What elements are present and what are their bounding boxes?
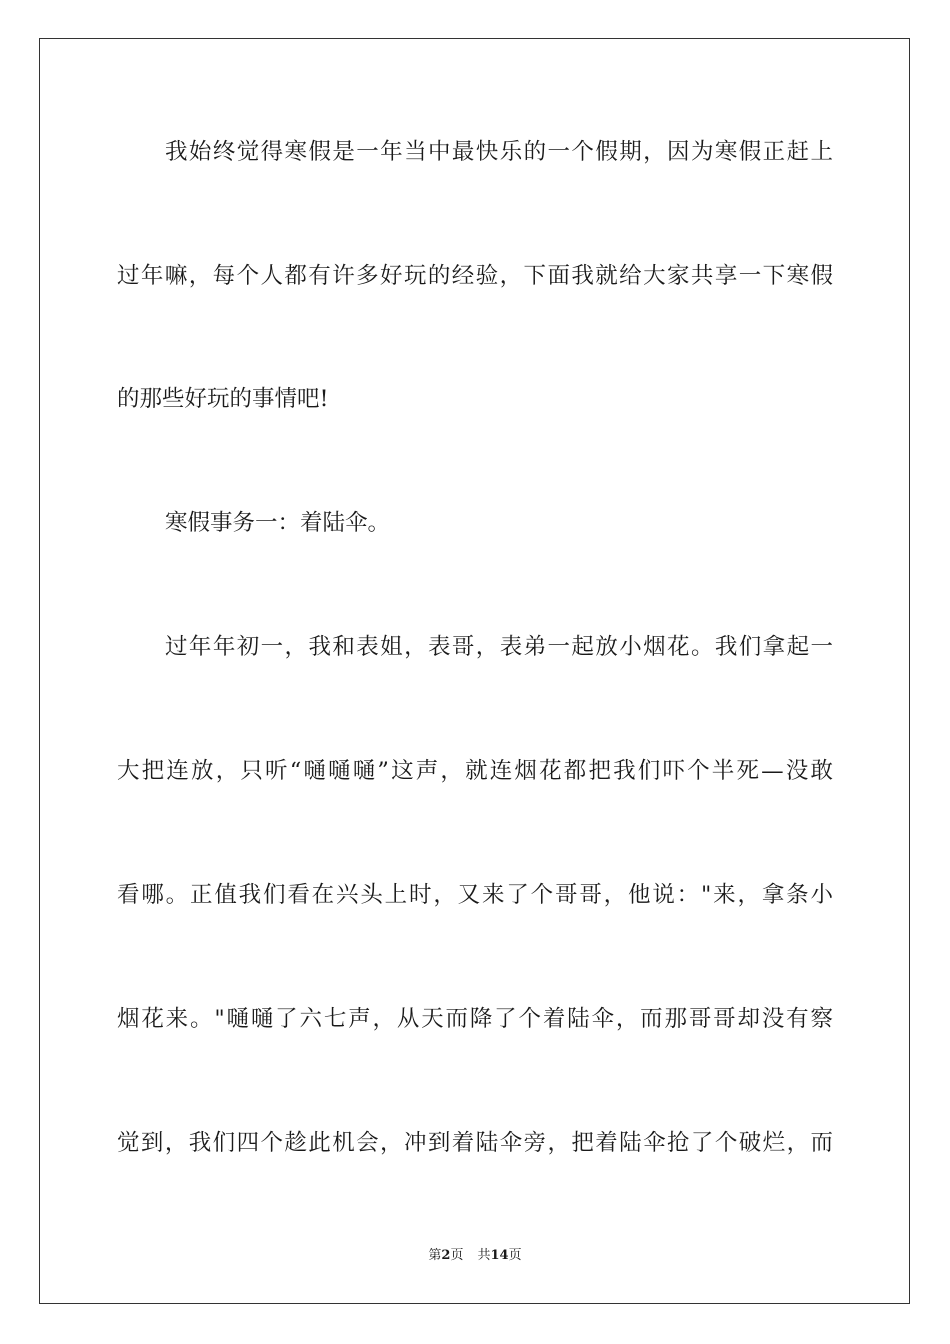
total-prefix: 共	[477, 1248, 491, 1263]
paragraph-3-line-3: 看哪。正值我们看在兴头上时，又来了个哥哥，他说："来，拿条小	[117, 882, 833, 908]
paragraph-2-line-1: 寒假事务一：着陆伞。	[165, 510, 391, 536]
page-prefix: 第	[428, 1248, 442, 1263]
total-suffix: 页	[508, 1248, 522, 1263]
page-footer	[0, 1247, 950, 1265]
paragraph-1-line-3: 的那些好玩的事情吧!	[117, 386, 329, 412]
page-border	[39, 38, 910, 1304]
paragraph-3-line-1: 过年年初一，我和表姐，表哥，表弟一起放小烟花。我们拿起一	[165, 634, 833, 660]
paragraph-3-line-2: 大把连放，只听“嗵嗵嗵”这声，就连烟花都把我们吓个半死—没敢	[117, 758, 833, 784]
page-suffix: 页	[450, 1248, 464, 1263]
page-total-number: 14	[490, 1248, 509, 1263]
paragraph-3-line-4: 烟花来。"嗵嗵了六七声，从天而降了个着陆伞，而那哥哥却没有察	[117, 1006, 833, 1032]
paragraph-1-line-2: 过年嘛，每个人都有许多好玩的经验，下面我就给大家共享一下寒假	[117, 263, 833, 289]
paragraph-3-line-5: 觉到，我们四个趁此机会，冲到着陆伞旁，把着陆伞抢了个破烂，而	[117, 1130, 833, 1156]
page-current-number: 2	[441, 1248, 451, 1263]
paragraph-1-line-1: 我始终觉得寒假是一年当中最快乐的一个假期，因为寒假正赶上	[165, 139, 833, 165]
